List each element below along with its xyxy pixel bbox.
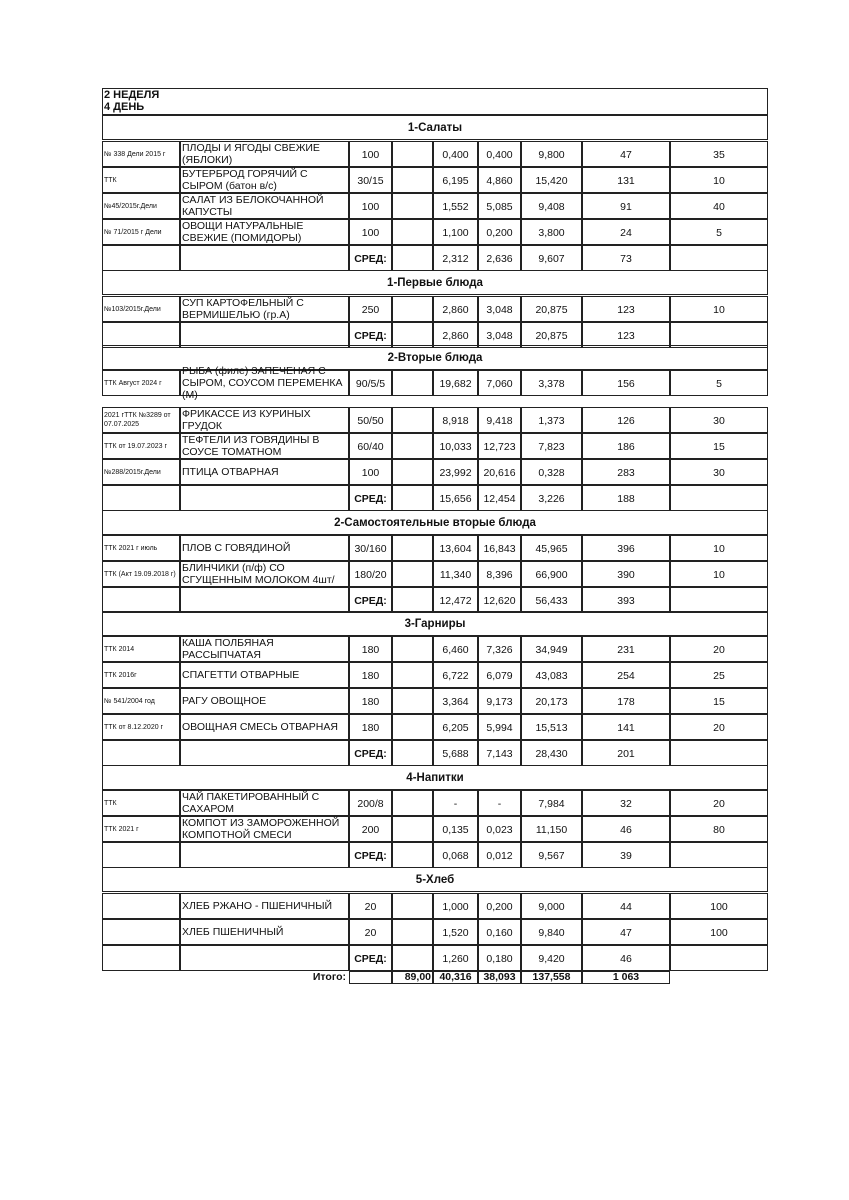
avg-f: 3,048 — [486, 330, 513, 342]
dish-c: 3,800 — [538, 227, 565, 239]
dish-weight: 30/15 — [357, 175, 384, 187]
dish-f: - — [497, 798, 502, 810]
dish-f: 4,860 — [486, 175, 513, 187]
avg-row-cell — [392, 245, 433, 271]
dish-p: 6,722 — [442, 670, 469, 682]
avg-p: 5,688 — [442, 748, 469, 760]
dish-kcal: 24 — [620, 227, 632, 239]
dish-p: 2,860 — [442, 304, 469, 316]
dish-vitc: 100 — [710, 927, 728, 939]
dish-code — [104, 895, 178, 917]
dish-p: - — [453, 798, 458, 810]
dish-row-cell — [392, 193, 433, 219]
dish-weight: 180 — [361, 722, 380, 734]
dish-weight: 250 — [361, 304, 380, 316]
dish-f: 16,843 — [483, 543, 516, 555]
dish-weight: 180 — [361, 696, 380, 708]
avg-row-cell — [102, 587, 180, 613]
dish-kcal: 126 — [617, 415, 635, 427]
avg-row-cell — [392, 740, 433, 766]
dish-c: 7,823 — [538, 441, 565, 453]
dish-row-cell — [392, 535, 433, 561]
dish-row-cell — [392, 459, 433, 485]
dish-f: 8,396 — [486, 569, 513, 581]
dish-p: 0,400 — [442, 149, 469, 161]
dish-kcal: 231 — [617, 644, 635, 656]
dish-code: ТТК 2021 г июль — [104, 544, 158, 552]
dish-code: 2021 гТТК №3289 от 07.07.2025 — [104, 412, 171, 428]
avg-p: 15,656 — [439, 493, 472, 505]
dish-weight: 200 — [361, 824, 380, 836]
dish-kcal: 47 — [620, 149, 632, 161]
dish-c: 66,900 — [535, 569, 568, 581]
avg-row-cell — [670, 740, 768, 766]
section-title: 3-Гарниры — [404, 618, 466, 630]
dish-c: 20,875 — [535, 304, 568, 316]
dish-code: ТТК от 19.07.2023 г — [104, 442, 167, 450]
dish-name: ТЕФТЕЛИ ИЗ ГОВЯДИНЫ В СОУСЕ ТОМАТНОМ — [182, 434, 320, 458]
dish-code: ТТК (Акт 19.09.2018 г) — [104, 570, 176, 578]
dish-c: 11,150 — [535, 824, 568, 836]
dish-c: 43,083 — [535, 670, 568, 682]
avg-row-cell — [180, 740, 349, 766]
dish-name: ПТИЦА ОТВАРНАЯ — [182, 466, 279, 478]
avg-row-cell — [102, 245, 180, 271]
avg-f: 12,620 — [483, 595, 516, 607]
dish-vitc: 35 — [713, 149, 725, 161]
dish-c: 9,408 — [538, 201, 565, 213]
dish-name: САЛАТ ИЗ БЕЛОКОЧАННОЙ КАПУСТЫ — [182, 194, 324, 218]
dish-kcal: 44 — [620, 901, 632, 913]
dish-kcal: 131 — [617, 175, 635, 187]
dish-weight: 100 — [361, 467, 380, 479]
dish-vitc: 5 — [716, 378, 722, 390]
avg-f: 12,454 — [483, 493, 516, 505]
dish-p: 13,604 — [439, 543, 472, 555]
section-title: 2-Вторые блюда — [387, 352, 483, 364]
dish-code: ТТК от 8.12.2020 г — [104, 723, 164, 731]
dish-p: 1,520 — [442, 927, 469, 939]
avg-label: СРЕД: — [354, 850, 387, 862]
dish-vitc: 10 — [713, 569, 725, 581]
dish-row-cell — [392, 407, 433, 433]
dish-row-cell — [392, 141, 433, 167]
avg-row-cell — [392, 842, 433, 868]
dish-name: КОМПОТ ИЗ ЗАМОРОЖЕННОЙ КОМПОТНОЙ СМЕСИ — [182, 817, 340, 841]
dish-name: ХЛЕБ ПШЕНИЧНЫЙ — [182, 926, 284, 938]
dish-row-cell — [392, 636, 433, 662]
section-title: 5-Хлеб — [415, 874, 455, 886]
dish-weight: 180 — [361, 670, 380, 682]
avg-kcal: 73 — [620, 253, 632, 265]
dish-c: 9,000 — [538, 901, 565, 913]
dish-f: 0,400 — [486, 149, 513, 161]
dish-kcal: 156 — [617, 378, 635, 390]
dish-weight: 100 — [361, 149, 380, 161]
dish-weight: 50/50 — [357, 415, 384, 427]
dish-c: 0,328 — [538, 467, 565, 479]
avg-row-cell — [670, 245, 768, 271]
avg-row-cell — [670, 485, 768, 511]
dish-row-cell — [392, 662, 433, 688]
dish-kcal: 254 — [617, 670, 635, 682]
avg-row-cell — [392, 485, 433, 511]
dish-kcal: 32 — [620, 798, 632, 810]
dish-c: 1,373 — [538, 415, 565, 427]
avg-kcal: 46 — [620, 953, 632, 965]
dish-f: 7,060 — [486, 378, 513, 390]
total-weight: 89,00 — [404, 971, 431, 983]
avg-row-cell — [392, 945, 433, 971]
dish-p: 19,682 — [439, 378, 472, 390]
dish-vitc: 10 — [713, 543, 725, 555]
dish-p: 1,100 — [442, 227, 469, 239]
dish-row-cell — [392, 816, 433, 842]
dish-code: № 71/2015 г Дели — [104, 228, 162, 236]
avg-row-cell — [392, 587, 433, 613]
avg-row-cell — [670, 945, 768, 971]
dish-vitc: 20 — [713, 644, 725, 656]
dish-name: СУП КАРТОФЕЛЬНЫЙ С ВЕРМИШЕЛЬЮ (гр.А) — [182, 297, 304, 321]
avg-c: 9,607 — [538, 253, 565, 265]
dish-weight: 100 — [361, 201, 380, 213]
dish-p: 0,135 — [442, 824, 469, 836]
dish-row-cell — [392, 790, 433, 816]
dish-code — [104, 921, 178, 943]
dish-code: №45/2015г.Дели — [104, 202, 157, 210]
dish-name: БУТЕРБРОД ГОРЯЧИЙ С СЫРОМ (батон в/с) — [182, 168, 308, 192]
dish-weight: 20 — [364, 901, 377, 913]
dish-name: ОВОЩИ НАТУРАЛЬНЫЕ СВЕЖИЕ (ПОМИДОРЫ) — [182, 220, 304, 244]
dish-name: РАГУ ОВОЩНОЕ — [182, 695, 267, 707]
dish-p: 11,340 — [439, 569, 472, 581]
dish-f: 0,200 — [486, 901, 513, 913]
dish-name: ХЛЕБ РЖАНО - ПШЕНИЧНЫЙ — [182, 900, 333, 912]
dish-vitc: 10 — [713, 175, 725, 187]
avg-label: СРЕД: — [354, 493, 387, 505]
dish-row-cell — [392, 219, 433, 245]
dish-weight: 20 — [364, 927, 377, 939]
dish-vitc: 20 — [713, 798, 725, 810]
dish-code: ТТК 2014 — [104, 645, 135, 653]
avg-f: 2,636 — [486, 253, 513, 265]
total-cell — [349, 971, 392, 984]
dish-f: 9,173 — [486, 696, 513, 708]
dish-name: РЫБА (филе) ЗАПЕЧЕНАЯ С СЫРОМ, СОУСОМ ПЕРЕМЕНКА (М) — [182, 365, 343, 401]
avg-p: 1,260 — [442, 953, 469, 965]
dish-weight: 180 — [361, 644, 380, 656]
dish-c: 45,965 — [535, 543, 568, 555]
avg-p: 12,472 — [439, 595, 472, 607]
avg-row-cell — [102, 740, 180, 766]
total-kcal: 1 063 — [612, 971, 640, 983]
dish-row-cell — [392, 370, 433, 396]
total-c: 137,558 — [532, 971, 571, 983]
dish-name: ПЛОВ С ГОВЯДИНОЙ — [182, 542, 291, 554]
dish-vitc: 20 — [713, 722, 725, 734]
avg-c: 9,567 — [538, 850, 565, 862]
dish-p: 3,364 — [442, 696, 469, 708]
avg-p: 2,312 — [442, 253, 469, 265]
dish-weight: 180/20 — [354, 569, 387, 581]
avg-row-cell — [180, 842, 349, 868]
avg-kcal: 188 — [617, 493, 635, 505]
avg-c: 28,430 — [535, 748, 568, 760]
dish-p: 6,195 — [442, 175, 469, 187]
avg-c: 9,420 — [538, 953, 565, 965]
avg-label: СРЕД: — [354, 330, 387, 342]
dish-f: 9,418 — [486, 415, 513, 427]
dish-f: 3,048 — [486, 304, 513, 316]
dish-c: 9,840 — [538, 927, 565, 939]
total-label: Итого: — [312, 971, 346, 983]
dish-p: 1,552 — [442, 201, 469, 213]
avg-label: СРЕД: — [354, 953, 387, 965]
day-label: 4 ДЕНЬ — [104, 101, 145, 113]
avg-p: 2,860 — [442, 330, 469, 342]
dish-code: №103/2015г.Дели — [104, 305, 161, 313]
avg-f: 0,180 — [486, 953, 513, 965]
avg-p: 0,068 — [442, 850, 469, 862]
dish-c: 15,420 — [535, 175, 568, 187]
section-title: 1-Первые блюда — [387, 277, 483, 289]
dish-row-cell — [392, 167, 433, 193]
dish-f: 7,326 — [486, 644, 513, 656]
avg-row-cell — [102, 842, 180, 868]
dish-name: БЛИНЧИКИ (п/ф) СО СГУЩЕННЫМ МОЛОКОМ 4шт/ — [182, 562, 335, 586]
dish-kcal: 46 — [620, 824, 632, 836]
dish-f: 5,085 — [486, 201, 513, 213]
dish-name: СПАГЕТТИ ОТВАРНЫЕ — [182, 669, 300, 681]
avg-c: 3,226 — [538, 493, 565, 505]
dish-row-cell — [392, 296, 433, 322]
dish-code: ТТК 2021 г — [104, 825, 139, 833]
dish-code: ТТК — [104, 799, 117, 807]
dish-row-cell — [392, 561, 433, 587]
dish-weight: 90/5/5 — [355, 378, 386, 390]
dish-name: ФРИКАССЕ ИЗ КУРИНЫХ ГРУДОК — [182, 408, 311, 432]
total-f: 38,093 — [483, 971, 516, 983]
dish-f: 0,023 — [486, 824, 513, 836]
dish-p: 6,205 — [442, 722, 469, 734]
dish-row-cell — [392, 919, 433, 945]
avg-f: 7,143 — [486, 748, 513, 760]
dish-f: 12,723 — [483, 441, 516, 453]
dish-vitc: 30 — [713, 415, 725, 427]
dish-code: ТТК Август 2024 г — [104, 379, 162, 387]
avg-row-cell — [670, 587, 768, 613]
dish-kcal: 178 — [617, 696, 635, 708]
dish-c: 7,984 — [538, 798, 565, 810]
dish-vitc: 100 — [710, 901, 728, 913]
dish-vitc: 15 — [713, 696, 725, 708]
dish-c: 34,949 — [535, 644, 568, 656]
dish-f: 0,200 — [486, 227, 513, 239]
dish-weight: 30/160 — [354, 543, 387, 555]
avg-row-cell — [180, 945, 349, 971]
dish-vitc: 15 — [713, 441, 725, 453]
avg-kcal: 201 — [617, 748, 635, 760]
avg-c: 20,875 — [535, 330, 568, 342]
avg-row-cell — [180, 485, 349, 511]
dish-c: 9,800 — [538, 149, 565, 161]
dish-weight: 100 — [361, 227, 380, 239]
dish-kcal: 91 — [620, 201, 632, 213]
avg-kcal: 393 — [617, 595, 635, 607]
dish-name: КАША ПОЛБЯНАЯ РАССЫПЧАТАЯ — [182, 637, 274, 661]
dish-code: ТТК — [104, 176, 117, 184]
dish-kcal: 47 — [620, 927, 632, 939]
avg-kcal: 39 — [620, 850, 632, 862]
dish-vitc: 40 — [713, 201, 725, 213]
dish-c: 15,513 — [535, 722, 568, 734]
avg-row-cell — [180, 245, 349, 271]
dish-name: ЧАЙ ПАКЕТИРОВАННЫЙ С САХАРОМ — [182, 791, 320, 815]
dish-code: №288/2015г.Дели — [104, 468, 161, 476]
dish-code: № 541/2004 год — [104, 697, 155, 705]
dish-vitc: 80 — [713, 824, 725, 836]
section-title: 2-Самостоятельные вторые блюда — [334, 517, 536, 529]
dish-name: ОВОЩНАЯ СМЕСЬ ОТВАРНАЯ — [182, 721, 338, 733]
dish-weight: 60/40 — [357, 441, 384, 453]
dish-row-cell — [392, 714, 433, 740]
avg-label: СРЕД: — [354, 253, 387, 265]
avg-c: 56,433 — [535, 595, 568, 607]
avg-label: СРЕД: — [354, 595, 387, 607]
dish-vitc: 5 — [716, 227, 722, 239]
week-label: 2 НЕДЕЛЯ — [104, 89, 160, 101]
dish-p: 8,918 — [442, 415, 469, 427]
dish-vitc: 30 — [713, 467, 725, 479]
avg-row-cell — [180, 587, 349, 613]
dish-row-cell — [392, 688, 433, 714]
dish-kcal: 390 — [617, 569, 635, 581]
dish-code: № 338 Дели 2015 г — [104, 150, 166, 158]
dish-kcal: 283 — [617, 467, 635, 479]
dish-f: 5,994 — [486, 722, 513, 734]
dish-p: 23,992 — [439, 467, 472, 479]
dish-row-cell — [392, 433, 433, 459]
dish-row-cell — [392, 893, 433, 919]
dish-p: 1,000 — [442, 901, 469, 913]
dish-code: ТТК 2016г — [104, 671, 137, 679]
avg-kcal: 123 — [617, 330, 635, 342]
section-title: 4-Напитки — [406, 772, 464, 784]
section-title: 1-Салаты — [407, 122, 463, 134]
dish-f: 0,160 — [486, 927, 513, 939]
dish-f: 20,616 — [483, 467, 516, 479]
total-p: 40,316 — [439, 971, 472, 983]
dish-c: 20,173 — [535, 696, 568, 708]
dish-kcal: 396 — [617, 543, 635, 555]
avg-f: 0,012 — [486, 850, 513, 862]
dish-kcal: 186 — [617, 441, 635, 453]
dish-kcal: 123 — [617, 304, 635, 316]
avg-row-cell — [102, 945, 180, 971]
dish-weight: 200/8 — [357, 798, 384, 810]
avg-label: СРЕД: — [354, 748, 387, 760]
dish-vitc: 10 — [713, 304, 725, 316]
dish-p: 6,460 — [442, 644, 469, 656]
dish-p: 10,033 — [439, 441, 472, 453]
dish-c: 3,378 — [538, 378, 565, 390]
avg-row-cell — [670, 842, 768, 868]
dish-f: 6,079 — [486, 670, 513, 682]
dish-vitc: 25 — [713, 670, 725, 682]
avg-row-cell — [102, 485, 180, 511]
dish-name: ПЛОДЫ И ЯГОДЫ СВЕЖИЕ (ЯБЛОКИ) — [182, 142, 320, 166]
dish-kcal: 141 — [617, 722, 635, 734]
